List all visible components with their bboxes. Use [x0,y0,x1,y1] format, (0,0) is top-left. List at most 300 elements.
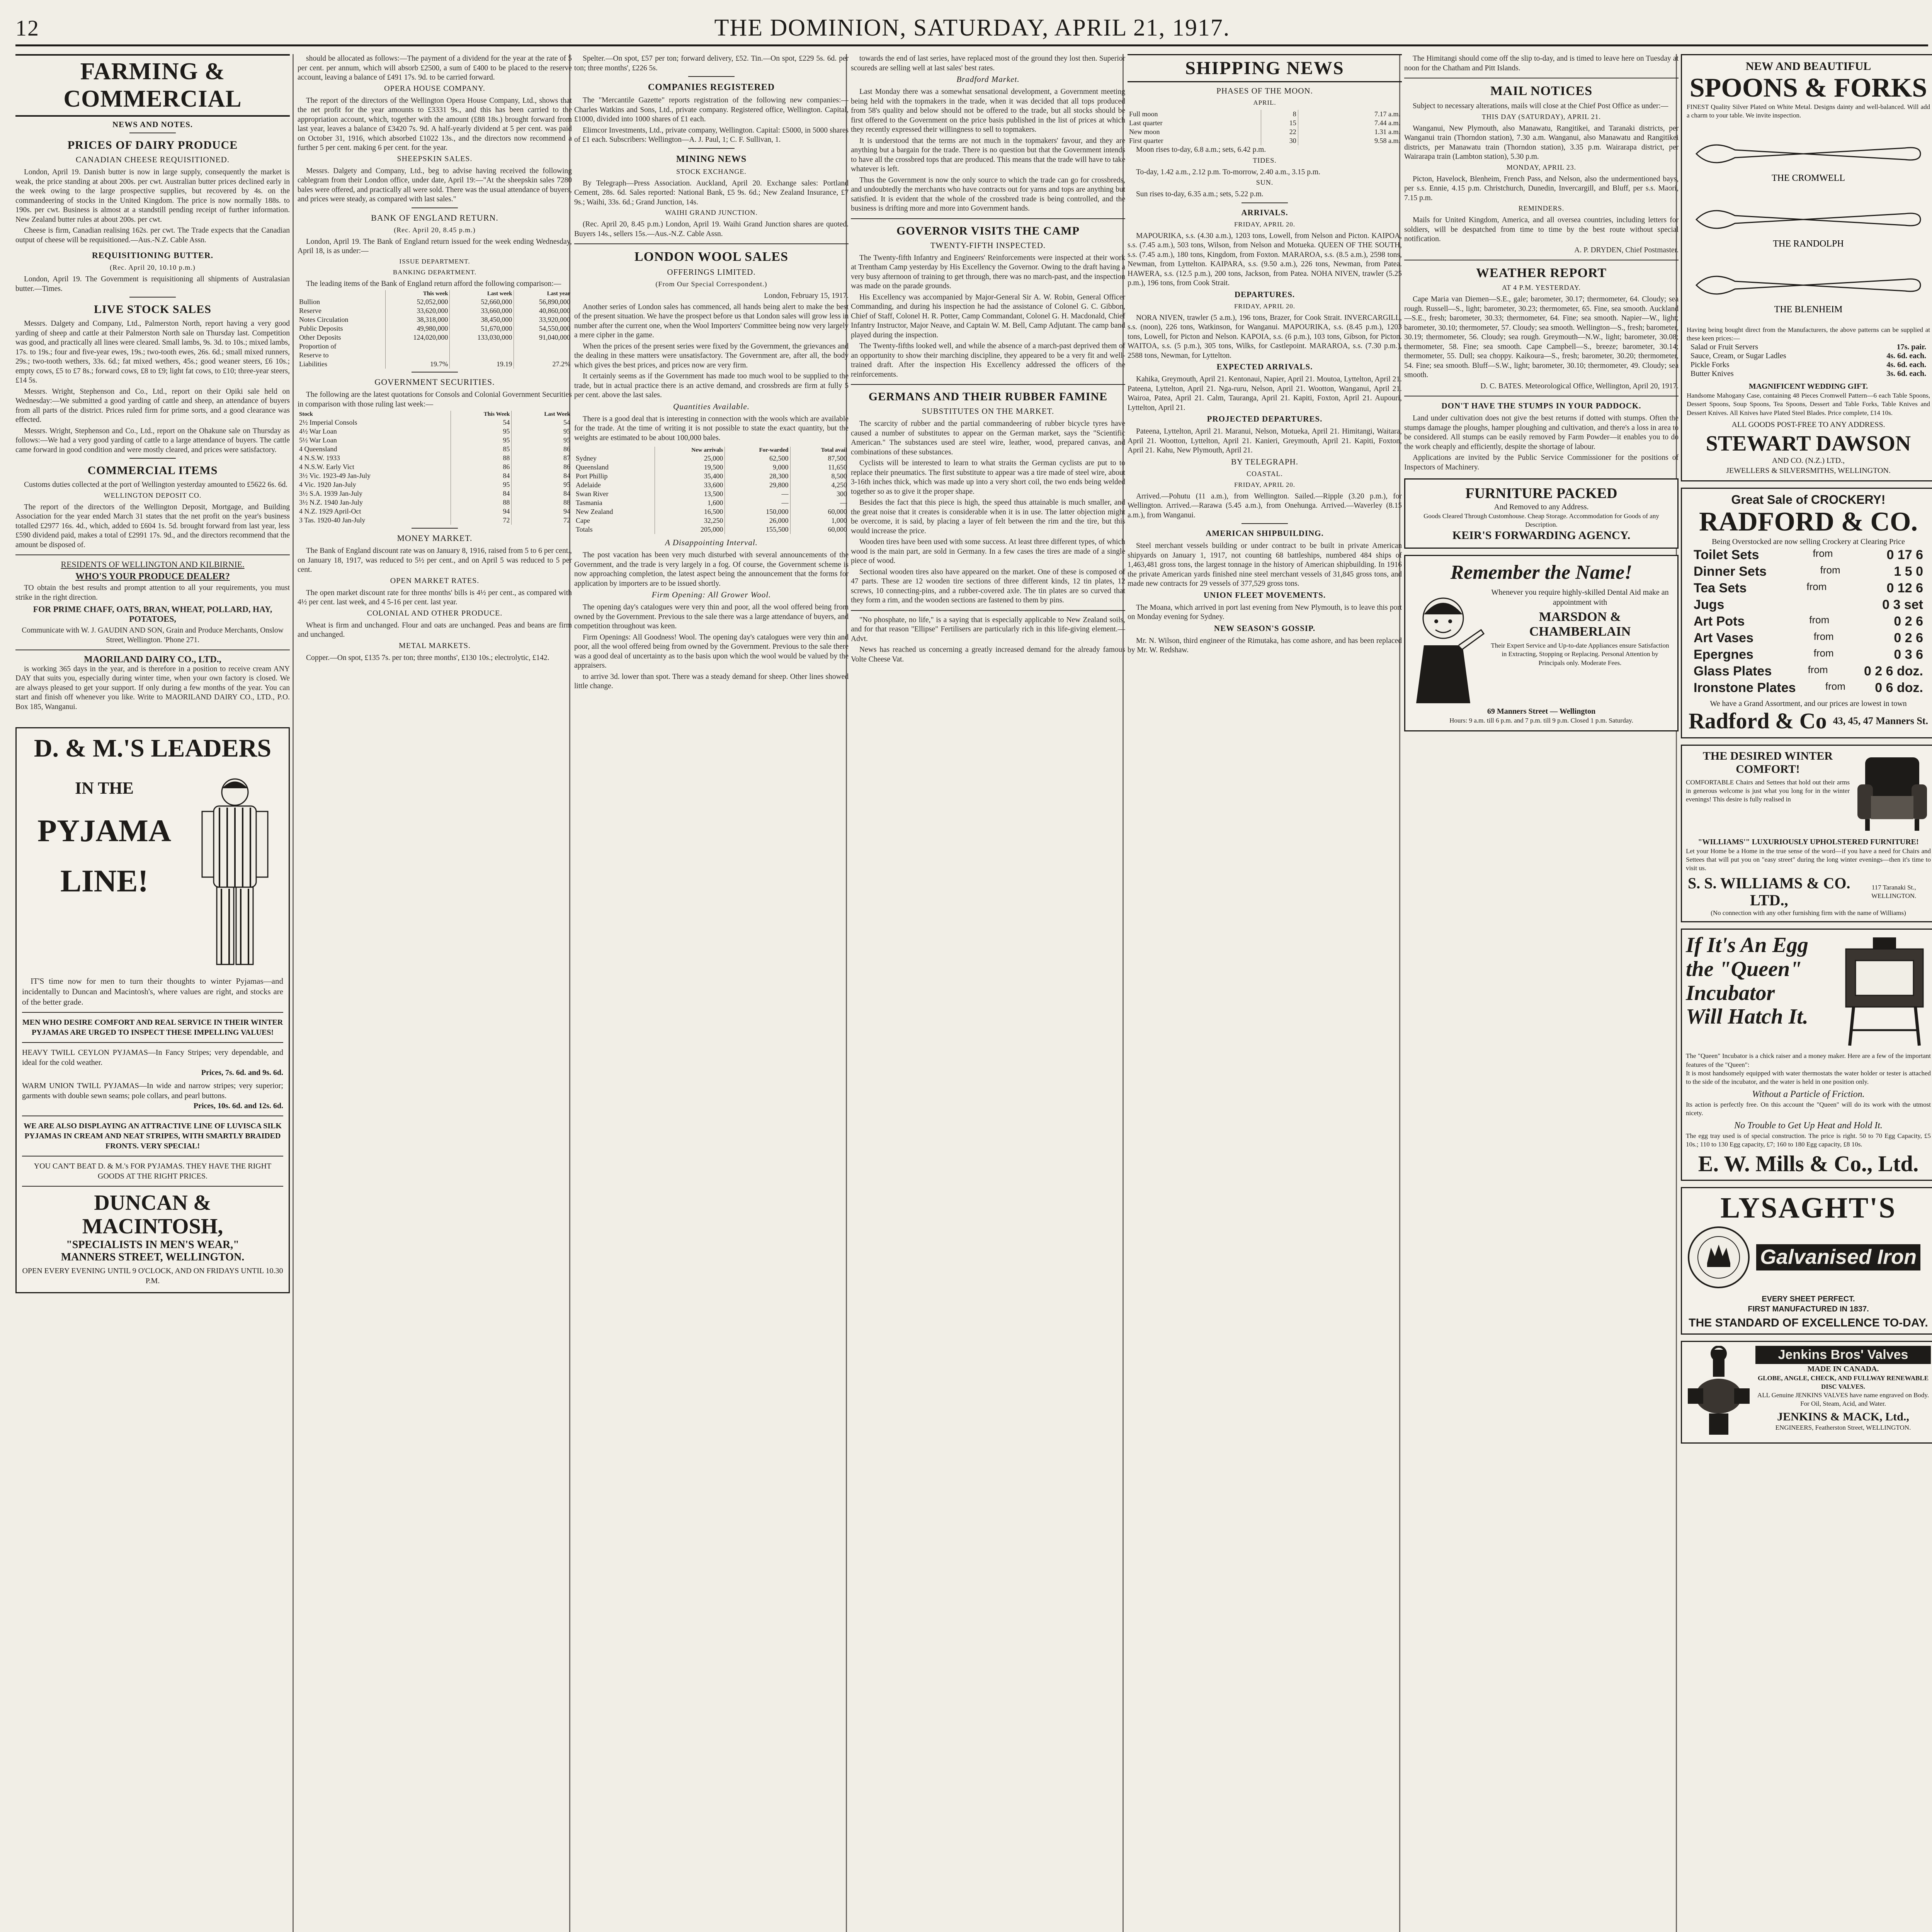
price-item: Art Vases [1694,631,1753,646]
article-subheading: DEPARTURES. [1234,289,1295,299]
moon-phases-table [1128,110,1402,145]
table-cell: Reserve [298,306,386,315]
section-title: FARMING & COMMERCIAL [15,54,290,117]
article-paragraph: Mails for United Kingdom, America, and all oversea countries, including letters for soldiers, will be despatched from time to time by the best route without special notification. [1404,216,1679,243]
table-cell: 3½ N.Z. 1940 Jan-July [298,498,451,507]
article-subheading: BY TELEGRAPH. [1231,457,1298,466]
table-cell: 94 [563,507,570,515]
table-row [298,315,572,324]
table-cell: 28,300 [725,472,790,481]
article-paragraph: Elimcor Investments, Ltd., private company, Wellington. Capital: £5000, in 5000 shares of £1 each. Subscribers: Wellington—A. J. Paul, 1; C. F. Sullivan, 1. [574,126,849,144]
table-cell: 300 [837,490,847,498]
cutlery-illustration [1689,123,1928,324]
table-cell: 95 [451,480,512,489]
table-row [298,516,572,525]
table-row [298,342,572,351]
article-paragraph: The Moana, which arrived in port last evening from New Plymouth, is to leave this port on Monday evening for Sydney. [1128,603,1402,621]
ad-title: D. & M.'S LEADERS [34,734,272,762]
price-list [1687,343,1930,378]
article-paragraph: Cheese is firm, Canadian realising 162s. per cwt. The Trade expects that the Canadian output of cheese will be requisitioned.—Aus.-N.Z. Cable Assn. [15,226,290,244]
table-cell [450,351,514,360]
ad-text: It is most handsomely equipped with water thermostats the water holder or tester is attached to the side of the incubator, and the water is held in one position only. [1686,1069,1931,1085]
price-from: from [1813,631,1834,643]
table-cell: 54,550,000 [539,325,570,332]
table-header-cell: Last Week [544,411,570,417]
article-heading: LIVE STOCK SALES [94,303,211,316]
table-row [1128,136,1402,145]
table-cell: 86 [451,463,512,471]
article-subheading: PROJECTED DEPARTURES. [1207,414,1323,423]
table-cell: 35,400 [655,472,725,481]
table-cell: 19.7% [386,360,450,369]
table-cell: Public Deposits [298,324,386,333]
article-subheading: MONEY MARKET. [397,533,473,543]
table-cell: 85 [451,445,512,454]
article-heading: REQUISITIONING BUTTER. [92,250,214,260]
ad-text: LINE! [60,863,148,898]
ad-text: Let your Home be a Home in the true sense of the word—if you have a need for Chairs and Settees that will put you on "easy street" during the long winter evenings—then it's time to visit us. [1686,847,1931,872]
ad-text: (No connection with any other furnishing firm with the name of Williams) [1711,909,1906,917]
table-cell: 8,500 [831,472,847,480]
article-paragraph: Copper.—On spot, £135 7s. per ton; three months', £130 10s.; electrolytic, £142. [306,653,549,662]
table-header-cell: This week [386,290,450,298]
table-row [298,333,572,342]
price-row [1687,369,1930,378]
ad-text: Its action is perfectly free. On this account the "Queen" will do its work with the utmost nicety. [1686,1100,1931,1117]
table-cell: New Zealand [574,507,655,516]
table-row [574,507,849,516]
price-item: Toilet Sets [1694,548,1759,563]
ad-title: If It's An Egg [1686,933,1808,957]
price-item: Salad or Fruit Servers [1690,343,1758,352]
table-row [574,525,849,534]
table-cell: Other Deposits [298,333,386,342]
divider [129,297,176,298]
ad-text: And Removed to any Address. [1494,503,1589,511]
article-paragraph: Sun rises to-day, 6.35 a.m.; sets, 5.22 p.m. [1136,190,1264,198]
table-cell: 4 N.S.W. 1933 [298,454,451,463]
wool-quantities-table [574,447,849,534]
table-cell: 205,000 [655,525,725,534]
ad-text: AND CO. (N.Z.) LTD., [1772,456,1845,465]
article-subheading: COASTAL. [1246,469,1283,478]
article-paragraph: The report of the directors of the Wellington Deposit, Mortgage, and Building Association for the year ended March 31 states that the net profit on the year's business totalled £2977 16s. 4d., which, added to £604 1s. 5d. brought forward from last year, less £590 dividend paid, makes a total of £2991 17s. 9d., and the directors recommend that the amount be disposed of. [15,503,290,549]
price-row [1687,343,1930,352]
table-cell [386,351,450,360]
article-paragraph: To-day, 1.42 a.m., 2.12 p.m. To-morrow, 2.40 a.m., 3.15 p.m. [1136,168,1320,176]
price-row [1687,361,1930,369]
table-cell: Cape [574,516,655,525]
table-cell: Port Phillip [574,472,655,481]
table-cell: 8 [1261,110,1298,119]
table-cell: 27.2% [552,360,570,368]
ad-firm: MARSDON & CHAMBERLAIN [1529,610,1631,639]
lysaght-ad [1681,1187,1932,1335]
article-paragraph: The Twenty-fifth Infantry and Engineers' Reinforcements were inspected at their work at Trentham Camp yesterday by His Excellency the Governor. Owing to the draft having a very busy afternoon of training to get through, there was no march-past, and the inspection was made on the parade grounds. [851,253,1125,290]
article-paragraph: MAPOURIKA, s.s. (4.30 a.m.), 1203 tons, Lowell, from Nelson and Picton. KAIPOA, s.s. (7.45 a.m.), 503 tons, Wilson, from Nelson and Motueka. QUEEN OF THE SOUTH, s.s. (7.45 a.m.), 180 tons, Kingdom, from Foxton. MARAROA, s.s. (8.5 a.m.), 2598 tons, Newman, from Lyttelton. KAIPARA, s.s. (9.50 a.m.), 226 tons, Newman, from Patea. HAWERA, s.s. (12.5 p.m.), 200 tons, Jackson, from Patea. NOHA NIVEN, trawler (5.25 p.m.), 196 tons, from Cook Strait. [1128,231,1402,287]
article-paragraph: The Twenty-fifths looked well, and while the absence of a march-past deprived them of an opportunity to show their marching discipline, they appeared to be a very fit and well-trained draft. After the inspection His Excellency addressed the officers of the reinforcements. [851,342,1125,379]
column-2 [298,54,572,1932]
divider [412,528,458,529]
article-paragraph: Another series of London sales has commenced, all hands being alert to make the best of the present situation. We have the prospect before us that London sales will grow less in number after the current one, when the Wool Importers' Committee being now very largely a mere cipher in the game. [574,303,849,339]
table-cell: 25,000 [655,454,725,463]
price-value: 0 2 6 doz. [1864,664,1923,679]
table-row [298,436,572,445]
ad-text: MAGNIFICENT WEDDING GIFT. [1748,382,1868,391]
table-row [574,472,849,481]
pattern-label: THE BLENHEIM [1774,304,1843,315]
divider [22,1186,283,1187]
table-row [574,454,849,463]
article-paragraph: Moon rises to-day, 6.8 a.m.; sets, 6.42 p.m. [1136,146,1266,154]
table-row [298,306,572,315]
table-cell: New moon [1128,128,1261,136]
article-paragraph: to arrive 3d. lower than spot. There was a steady demand for sheep. Other lines showed little change. [574,672,849,690]
ad-text: WE ARE ALSO DISPLAYING AN ATTRACTIVE LINE OF LUVISCA SILK PYJAMAS IN CREAM AND NEAT STRIPES, WITH SMARTLY BRAIDED FRONTS. VERY SPECIAL! [24,1121,282,1150]
pattern-label: THE CROMWELL [1772,173,1845,184]
ad-text: EVERY SHEET PERFECT. [1762,1294,1855,1303]
article-paragraph: Besides the fact that this piece is high, the speed thus attainable is much smaller, and the great noise that it creates is considerable when it is in use. The latter objection might be overcome, it is said, by placing a layer of felt between the rim and the tire, but this would increase the price. [851,498,1125,535]
divider [15,554,290,555]
ad-text: Having being bought direct from the Manufacturers, the above patterns can be supplied at these keen prices:— [1687,326,1930,342]
ad-title: Jenkins Bros' Valves [1755,1346,1931,1364]
table-row [298,324,572,333]
dental-ad [1404,555,1679,731]
table-cell: 4 N.Z. 1929 April-Oct [298,507,451,516]
article-paragraph: Spelter.—On spot, £57 per ton; forward delivery, £52. Tin.—On spot, £229 5s. 6d. per ton; three months', £226 5s. [574,54,849,72]
table-cell: 5½ War Loan [298,436,451,445]
table-cell: 56,890,000 [539,298,570,306]
incubator-illustration [1838,934,1931,1049]
article-subheading: GOVERNMENT SECURITIES. [374,377,495,387]
table-row [574,463,849,472]
price-value: 0 3 6 [1894,647,1923,662]
table-cell: Queensland [574,463,655,472]
article-heading: GERMANS AND THEIR RUBBER FAMINE [868,390,1108,403]
table-cell: 13,500 [655,490,725,498]
divider [851,384,1125,385]
ad-text: YOU CAN'T BEAT D. & M.'s FOR PYJAMAS. THEY HAVE THE RIGHT GOODS AT THE RIGHT PRICES. [34,1162,272,1180]
article-subheading: TWENTY-FIFTH INSPECTED. [930,240,1046,250]
article-paragraph: Sectional wooden tires also have appeared on the market. One of these is composed of 47 parts. These are 12 wooden tire sections of three different kinds, 12 tin plates, 12 screws, 10 connecting-pins, and a rubber-covered axle. The tin plates are so curved that they form a rim, and the wooden sections are fastened to them by pins. [851,568,1125,604]
divider [851,218,1125,219]
divider [688,76,735,77]
article-subheading: MONDAY, APRIL 23. [1506,163,1577,171]
table-cell: 7.44 a.m. [1374,119,1400,127]
armchair-illustration [1854,750,1931,835]
table-row [298,298,572,306]
price-value: 0 3 set [1882,597,1923,612]
ad-firm: DUNCAN & MACINTOSH, [82,1190,223,1239]
table-cell: 95 [563,427,570,435]
ad-address: ENGINEERS, Featherston Street, WELLINGTON. [1775,1424,1911,1432]
article-subheading: Quantities Available. [673,401,750,411]
ad-firm: Radford & Co [1689,708,1827,734]
article-paragraph: Subject to necessary alterations, mails will close at the Chief Post Office as under:— [1413,102,1668,110]
article-paragraph: The report of the directors of the Wellington Opera House Company, Ltd., shows that the net profit for the year amounts to £3331 9s., and this has been carried to the appropriation account, which, together with the amount (£88 18s.) brought forward from last year, leaves a balance of £3420 7s. 9d. A half-yearly dividend at 5 per cent. was paid on October 31, 1916, which absorbed £1022 13s., and the directors now recommend a further 5 per cent. making 6 per cent. for the year. [298,96,572,152]
ad-text: Without a Particle of Friction. [1752,1089,1865,1099]
article-subheading: CANADIAN CHEESE REQUISITIONED. [75,155,230,164]
table-cell: Sydney [574,454,655,463]
article-subheading: COLONIAL AND OTHER PRODUCE. [367,609,503,617]
price-row [1686,630,1931,646]
table-cell: 30 [1261,136,1298,145]
table-cell: 124,020,000 [386,333,450,342]
ad-title: SPOONS & FORKS [1689,73,1927,103]
table-cell: 155,500 [725,525,790,534]
table-cell: 33,920,000 [539,316,570,323]
table-header-cell: New arrivals [655,447,725,454]
ad-text: COMFORTABLE Chairs and Settees that hold out their arms in generous welcome is just what you long for in the winter evenings! This desire is fully realised in [1686,779,1850,803]
article-date: London, February 15, 1917. [764,292,849,300]
article-subheading: WELLINGTON DEPOSIT CO. [104,491,202,499]
article-heading: MAIL NOTICES [1490,84,1593,98]
ad-title: Will Hatch It. [1686,1005,1808,1029]
article-paragraph: Messrs. Wright, Stephenson and Co., Ltd., report on their Opiki sale held on Wednesday:—We submitted a good yarding of cattle and sheep, an attendance of buyers from all parts of the district. Prices ruled firm for prime sorts, and a good clearance was effected. [15,387,290,424]
table-cell: 4,250 [831,481,847,489]
column-6 [1404,54,1679,1932]
ad-title: Galvanised Iron [1756,1244,1920,1270]
advertorial-paragraph: "No phosphate, no life," is a saying that is especially applicable to New Zealand soils, and for that reason "Ellipse" Fertilisers are particularly rich in this life-giving element.—Advt. [851,616,1125,643]
table-cell: 150,000 [725,507,790,516]
article-paragraph: It is understood that the terms are not much in the topmakers' favour, and they are anything but a bargain for the trade. There is no question but that the Government intends to have all the crossbred tops that are produced. This means that the trade will have to take whatever is left. [851,136,1125,173]
article-paragraph: By Telegraph—Press Association. Auckland, April 20. Exchange sales: Portland Cement, 28s. 6d. Sales reported: National Bank, £5 9s. 6d.; New Zealand Insurance, £7 9s.; Waihi, 33s. 6d.; Grand Junction, 14s. [574,179,849,206]
article-paragraph: Messrs. Dalgety and Company, Ltd., beg to advise having received the following cablegram from their London office, under date, April 19:—"At the sheepskin sales 7280 bales were offered, and practically all were sold. There was the usual attendance of buyers, and prices were steady, as compared with last sales." [298,167,572,203]
ad-text: JEWELLERS & SILVERSMITHS, WELLINGTON. [1726,466,1891,475]
table-row [574,498,849,507]
price-value: 0 17 6 [1886,548,1923,563]
table-cell: 9.58 a.m. [1374,137,1400,145]
price-item: Art Pots [1694,614,1745,629]
article-subheading: METAL MARKETS. [398,641,471,650]
divider [412,207,458,208]
divider [1242,202,1288,203]
article-paragraph: His Excellency was accompanied by Major-General Sir A. W. Robin, General Officer Commanding, and during his inspection he had the assistance of Colonel G. C. Gibbon, Chief of Staff, Colonel H. R. Potter, Camp Commandant, Colonel G. H. Macdonald, Chief Infantry Instructor, Major Neave, and Captain W. M. Bell, Camp Adjutant. The camp band played during the inspection. [851,293,1125,339]
price-item: Ironstone Plates [1694,680,1796,696]
table-cell: 19,500 [655,463,725,472]
ad-text: We have a Grand Assortment, and our prices are lowest in town [1710,699,1907,708]
ad-text: Communicate with W. J. GAUDIN AND SON, Grain and Produce Merchants, Onslow Street, Wellington. 'Phone 271. [22,626,284,644]
table-cell: 40,860,000 [539,307,570,315]
price-from: from [1813,647,1834,659]
table-cell: 49,980,000 [386,324,450,333]
table-cell: Totals [574,525,655,534]
ad-heading: RESIDENTS OF WELLINGTON AND KILBIRNIE. [61,560,245,569]
article-paragraph: Applications are invited by the Public Service Commissioner for the positions of Inspectors of Machinery. [1404,454,1679,471]
ad-text: No Trouble to Get Up Heat and Hold It. [1734,1121,1883,1131]
article-subheading: OPEN MARKET RATES. [390,576,480,585]
spoons-forks-ad [1681,54,1932,481]
article-subheading: TIDES. [1253,156,1277,164]
price-from: from [1825,680,1845,692]
article-paragraph: Pateena, Lyttelton, April 21. Maranui, Nelson, Motueka, April 21. Himitangi, Waitara, April 21. Wootton, Lyttelton, April 21. Kanieri, Greymouth, April 21. Kapiti, Foxton, April 21. Kahu, New Plymouth, April 21. [1128,427,1402,454]
divider [22,1012,283,1013]
article-subheading: WAIHI GRAND JUNCTION. [665,209,758,216]
article-paragraph: It certainly seems as if the Government has made too much wool to be supplied to the trade, but in actual practice there is an active demand, and crossbreds are firm at fully 5 per cent. above the last sales. [574,372,849,399]
article-subheading: OFFERINGS LIMITED. [667,267,756,277]
article-subheading: DON'T HAVE THE STUMPS IN YOUR PADDOCK. [1441,401,1641,410]
price-from: from [1808,664,1828,676]
price-value: 0 12 6 [1886,581,1923,596]
table-cell: 87,500 [828,454,847,462]
price-row [1686,563,1931,580]
pointing-man-illustration [1412,587,1486,703]
ad-firm: JENKINS & MACK, Ltd., [1777,1410,1909,1423]
article-byline: (From Our Special Correspondent.) [655,280,767,288]
news-heading: NEWS AND NOTES. [112,120,193,129]
article-subheading: A Disappointing Interval. [665,538,758,547]
article-paragraph: There is a good deal that is interesting in connection with the wools which are available for the trade. At the time of writing it is not possible to state the exact quantity, but the weights are estimated to be about 100,000 bales. [574,415,849,442]
masthead-title: THE DOMINION, SATURDAY, APRIL 21, 1917. [714,15,1230,41]
table-cell: 4 Queensland [298,445,451,454]
table-row [298,418,572,427]
table-cell: — [725,490,790,498]
dm-leaders-ad [15,727,290,1293]
table-header-cell: Last year [547,291,570,297]
table-cell: 26,000 [725,516,790,525]
ad-title: Incubator [1686,981,1775,1005]
table-row [298,507,572,516]
table-cell: 3½ S.A. 1939 Jan-July [298,489,451,498]
divider [851,610,1125,611]
masthead [15,12,1928,46]
table-row [298,463,572,471]
article-signature: A. P. DRYDEN, Chief Postmaster. [1574,246,1679,254]
table-cell: 72 [451,516,512,525]
table-cell: 88 [563,498,570,506]
ad-text: ALL Genuine JENKINS VALVES have name engraved on Body. For Oil, Steam, Acid, and Water. [1757,1391,1929,1408]
ad-title: Remember the Name! [1450,561,1633,584]
ad-text: WARM UNION TWILL PYJAMAS—In wide and narrow stripes; very superior; garments with double sewn seams; pole collars, and pearl buttons. [22,1081,283,1100]
article-paragraph: The leading items of the Bank of England return afford the following comparison:— [306,279,561,288]
article-subheading: PHASES OF THE MOON. [1216,86,1313,95]
ad-address: 117 Taranaki St., WELLINGTON. [1871,884,1917,900]
table-header-row [574,447,849,454]
table-cell: 84 [563,472,570,480]
article-paragraph: Thus the Government is now the only source to which the trade can go for crossbreds, and undoubtedly the merchants who have contracts out for yarns and tops are anything but satisfied. It is evident that the whole of the crossbred trade is being controlled, and the business is drifting more and more into Government hands. [851,176,1125,213]
price-from: from [1809,614,1830,626]
divider [1242,523,1288,524]
table-cell: 2½ Imperial Consols [298,418,451,427]
article-heading: PRICES OF DAIRY PRODUCE [67,139,238,151]
article-paragraph: Customs duties collected at the port of Wellington yesterday amounted to £5622 6s. 6d. [24,481,288,489]
table-cell: 51,670,000 [450,324,514,333]
price-from: from [1820,564,1840,576]
ad-text: MADE IN CANADA. [1807,1364,1879,1373]
table-cell: 4½ War Loan [298,427,451,436]
table-cell: 62,500 [725,454,790,463]
article-subheading: ARRIVALS. [1241,207,1288,217]
column-4 [851,54,1125,1932]
table-header-cell: Last week [450,290,514,298]
article-paragraph: When the prices of the present series were fixed by the Government, the grievances and the dealing in these matters were unsatisfactory. The Government are, after all, the body which gives the best prices, and prices now are very firm. [574,342,849,369]
price-item: Butter Knives [1690,369,1734,378]
table-cell: 1,000 [831,517,847,524]
table-cell [386,342,450,351]
table-cell: First quarter [1128,136,1261,145]
price-row [1686,597,1931,613]
ad-title: THE DESIRED WINTER COMFORT! [1702,750,1833,776]
ad-hours: OPEN EVERY EVENING UNTIL 9 O'CLOCK, AND ON FRIDAYS UNTIL 10.30 P.M. [22,1266,283,1285]
table-row [298,360,572,369]
article-subheading: APRIL. [1253,99,1276,106]
ad-text: FOR PRIME CHAFF, OATS, BRAN, WHEAT, POLLARD, HAY, POTATOES, [33,604,272,624]
ad-text: NEW AND BEAUTIFUL [1745,60,1871,73]
table-cell: 95 [563,481,570,488]
table-cell: Liabilities [298,360,386,369]
queen-incubator-ad [1681,929,1932,1181]
price-row [1686,613,1931,630]
article-paragraph: The opening day's catalogues were very thin and poor, all the wool offered being from owned by the Government. Previous to the sale there was a large attendance of buyers, and competition throughout was keen. [574,603,849,630]
ad-firm: S. S. WILLIAMS & CO. LTD., [1688,874,1850,909]
table-cell: 4 Vic. 1920 Jan-July [298,480,451,489]
table-cell: 95 [451,427,512,436]
price-item: Epergnes [1694,647,1753,662]
article-paragraph: London, April 19. Danish butter is now in large supply, consequently the market is weak, the price standing at about 200s. per cwt. Australian butter prices declined early in the week owing to the large prospective supplies, but recovered by 4s. on the commandeering of stocks in the United Kingdom. The price is now normally 188s. to 190s. per cwt. Business is almost at a standstill pending receipt of further information. New Zealand butter rules at about 200s. per cwt. [15,168,290,224]
article-heading: WEATHER REPORT [1476,266,1607,280]
table-cell: 95 [563,436,570,444]
redcliffe-trade-mark [1686,1225,1752,1290]
ad-text: Their Expert Service and Up-to-date Appliances ensure Satisfaction in Extracting, Stopping or Replacing. Personal Attention by Principals only. Moderate Fees. [1491,642,1669,667]
divider [129,458,176,459]
price-row [1686,547,1931,563]
article-date: FRIDAY, APRIL 20. [1234,220,1296,228]
price-value: 0 2 6 [1894,614,1923,629]
table-cell: — [840,499,847,507]
table-row [298,489,572,498]
table-cell: 88 [451,498,512,507]
divider [574,243,849,244]
furniture-packed-ad [1404,478,1679,549]
table-header-cell: This Week [451,411,512,418]
ad-address: 69 Manners Street — Wellington [1487,707,1596,716]
ad-title: LYSAGHT'S [1720,1192,1896,1225]
table-cell [450,342,514,351]
article-subheading: SHEEPSKIN SALES. [397,154,473,163]
table-cell: 84 [451,489,512,498]
article-paragraph: Mr. N. Wilson, third engineer of the Rimutaka, has come ashore, and has been replaced by Mr. W. Redshaw. [1128,636,1402,654]
article-date: FRIDAY, APRIL 20. [1234,302,1296,310]
table-cell: 9,000 [725,463,790,472]
table-header-cell [298,290,386,298]
article-paragraph: NORA NIVEN, trawler (5 a.m.), 196 tons, Brazer, for Cook Strait. INVERCARGILL, s.s. (noon), 226 tons, Watkinson, for Wanganui. MAPOURIKA, s.s. (8.45 p.m.), 1203 tons, Lowell, for Picton and Nelson. KAPOIA, s.s. (6 p.m.), 103 tons, Gibson, for Picton. WAITOA, s.s. (5 p.m.), 305 tons, Wilks, for Castlepoint. MARAROA, s.s. (7.30 p.m.), 2588 tons, Newman, for Lyttelton. [1128,313,1402,360]
table-row [574,481,849,490]
table-cell: 4 N.S.W. Early Vict [298,463,451,471]
table-cell: 84 [563,490,570,497]
table-header-cell [574,447,655,454]
ad-text: Whenever you require highly-skilled Dental Aid make an appointment with [1491,588,1669,607]
ad-firm: E. W. Mills & Co., Ltd. [1698,1151,1919,1176]
article-heading: MINING NEWS [676,154,747,164]
article-paragraph: Messrs. Dalgety and Company, Ltd., Palmerston North, report having a very good yarding of sheep and cattle at their Palmerston North sale on Thursday last. Competition was good, and practically all lines were cleared. Small lambs, 9s. 3d. to 10s.; mixed lambs, 17s. to 19s.; four and five-year ewes, 19s.; two-tooth ewes, 26s. 6d.; small mixed runners, 29s.; two-tooth wethers, 33s. 6d.; fat mixed wethers, 45s.; good weaner steers, £6 10s.; empty cows, £5 to £7 8s.; forward cows, £8 to £9; light fat cows, to £10; three-year steers, £14 5s. [15,320,290,384]
price-item: Jugs [1694,597,1725,612]
article-date: (Rec. April 20, 10.10 p.m.) [110,264,196,271]
article-subheading: BANK OF ENGLAND RETURN. [371,213,498,223]
article-paragraph: Messrs. Wright, Stephenson and Co., Ltd., report on the Ohakune sale on Thursday as follows:—We had a very good yarding of cattle to a large attendance of buyers. The cattle came forward in good condition and were mostly cleared, and prices were satisfactory. [15,427,290,454]
table-cell: 95 [451,436,512,445]
price-value: 4s. 6d. each. [1886,361,1926,369]
price-row [1686,646,1931,663]
article-subheading: SUN. [1256,179,1274,186]
table-cell: 88 [451,454,512,463]
ad-text: MEN WHO DESIRE COMFORT AND REAL SERVICE IN THEIR WINTER PYJAMAS ARE URGED TO INSPECT THESE IMPELLING VALUES! [22,1018,283,1037]
article-heading: COMPANIES REGISTERED [648,82,775,92]
ad-price: Prices, 7s. 6d. and 9s. 6d. [201,1068,283,1077]
price-item: Tea Sets [1694,581,1747,596]
valve-illustration [1686,1346,1752,1439]
article-subheading: THIS DAY (SATURDAY), APRIL 21. [1481,112,1601,121]
table-cell: 32,250 [655,516,725,525]
